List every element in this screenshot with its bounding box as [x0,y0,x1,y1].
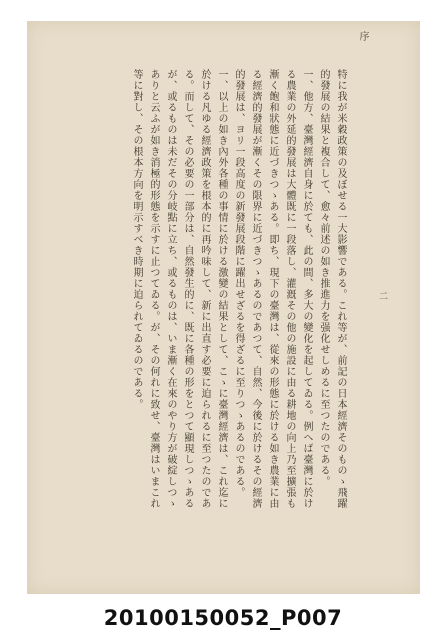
chapter-header: 序 [357,31,368,41]
archive-id-caption: 20100150052_P007 [103,606,343,630]
scanned-page [27,21,420,594]
body-text: 特に我が米穀政策の及ぼせる一大影響である。これ等が、前記の日本經濟そのものゝ飛躍的發展の結果と複合して、愈々前述の如き推進力を强化せしめるに至つたのである。 一、他方、臺灣經濟自身に於ても、此の間、多大の變化を起してゐる。例へば臺灣に於ける農業の外延的發展は大體既に一段落し、灌漑その他の施設に由る耕地の向上乃至擴張も漸く飽和狀態に近づきつゝある。即ち、現下の臺灣は、從來の形態に於ける如き農業に由る經濟的發展が漸くその限界に近づきつゝあるのであつて、自然、今後に於けるその經濟的發展は、ヨリ一段高度の新發展段階に躍出せざるを得ざるに至りつゝあるのである。 一、以上の如き內外各種の事情に於ける激變の結果として、こゝに臺灣經濟は、これ迄に於ける凡ゆる經濟政策を根本的に再吟味して、新に出直す必要に迫られるに至つたのである。而して、その必要の一部分は、自然發生的に、既に各種の形をとつて顯現しつゝあるが、或るものは未だその分岐點に立ち、或るものは、いま漸く在來のやり方が破綻しつゝありと云ふが如き消極的形態を示すに止つてゐる。が、その何れに致せ、臺灣はいまこれ等に對し、その根本方向を明示すべき時期に迫られてゐるのである。 [131,69,346,509]
page-number: 二 [377,291,387,300]
